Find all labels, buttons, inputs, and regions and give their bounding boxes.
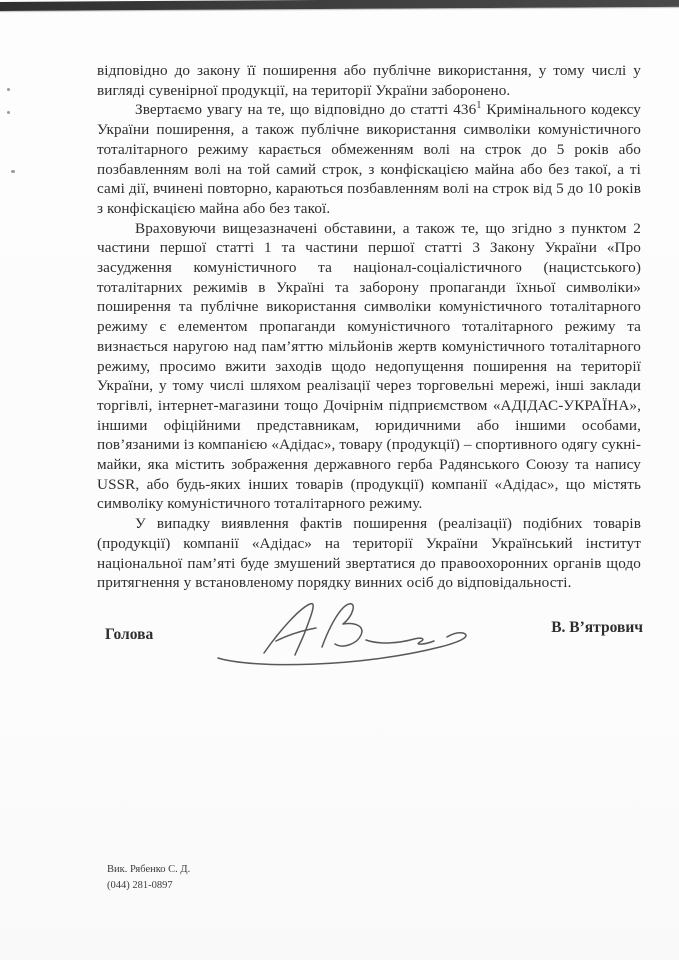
letter-body (97, 61, 641, 593)
paragraph-3: Враховуючи вищезазначені обставини, а також те, що згідно з пунктом 2 частини першої статті 1 та частини першої статті 3 Закону України «Про засудження комуністичного та націонал-соціалістичного (нацистського) тоталітарних режимів в Україні та заборону пропаганди їхньої символіки» поширення та публічне використання символіки комуністичного тоталітарного режиму є елементом пропаганди комуністичного тоталітарного режиму та визнається наругою над пам’яттю мільйонів жертв комуністичного тоталітарного режиму, просимо вжити заходів щодо недопущення поширення на території України, у тому числі шляхом реалізації через торговельні мережі, інші заклади торгівлі, інтернет-магазини тощо Дочірнім підприємством «АДІДАС-УКРАЇНА», іншими офіційними представникам, юридичними або іншими особами, пов’язаними із компанією «Адідас», товару (продукції) – спортивного одягу сукні-майки, яка містить зображення державного герба Радянського Союзу та напису USSR, або будь-яких інших товарів (продукції) компанії «Адідас», що містять символіку комуністичного тоталітарного режиму. (97, 219, 641, 513)
scan-artifact-top-edge (0, 0, 679, 11)
paragraph-2-text-after-superscript: Кримінального кодексу України поширення, а також публічне використання символіки комуністичного тоталітарного режиму карається обмеженням волі на строк до 5 років або позбавленням волі на той самий строк, з конфіскацією майна або без такої, а ті самі дії, вчинені повторно, караються позбавленням волі на строк від 5 до 10 років з конфіскацією майна або без такої. (97, 101, 641, 217)
handwritten-signature (212, 594, 504, 676)
executor-phone: (044) 281-0897 (107, 879, 173, 891)
signer-name: В. В’ятрович (551, 619, 643, 636)
scan-speck (7, 111, 10, 114)
paragraph-4: У випадку виявлення фактів поширення (реалізації) подібних товарів (продукції) компанії «Адідас» на території України Український інститут національної пам’яті буде змушений звертатися до правоохоронних органів щодо притягнення у встановленому порядку винних осіб до відповідальності. (97, 515, 641, 592)
scan-speck (7, 88, 10, 91)
executor-block (107, 862, 190, 893)
signer-position-title: Голова (105, 626, 154, 643)
article-number-superscript: 1 (476, 100, 482, 112)
paragraph-2-text-before-superscript: Звертаємо увагу на те, що відповідно до статті 436 (135, 101, 477, 119)
executor-name: Вик. Рябенко С. Д. (107, 864, 191, 875)
paragraph-1: відповідно до закону її поширення або публічне використання, у тому числі у вигляді сувенірної продукції, на території України заборонено. (97, 62, 641, 99)
scan-speck (11, 170, 15, 173)
paragraph-2 (97, 100, 641, 218)
